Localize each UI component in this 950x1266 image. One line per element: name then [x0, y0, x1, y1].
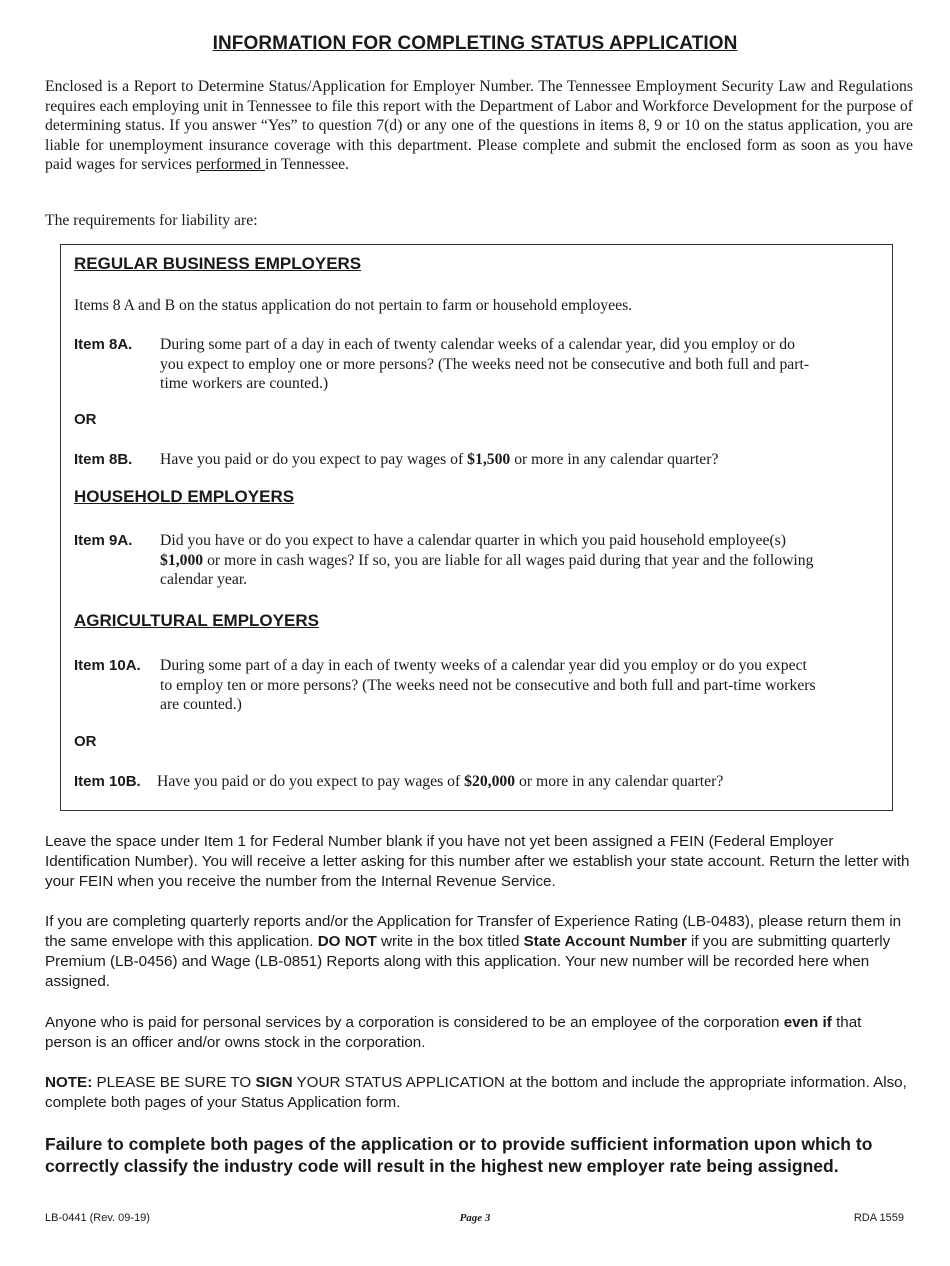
item-10b-pre: Have you paid or do you expect to pay wages of	[157, 773, 465, 790]
intro-paragraph	[45, 77, 913, 175]
regular-employers-heading: REGULAR BUSINESS EMPLOYERS	[74, 254, 362, 273]
sign-emphasis: SIGN	[255, 1074, 293, 1091]
failure-warning: Failure to complete both pages of the application or to provide sufficient information upon which to correctly classify the industry code will result in the highest new employer rate being assigned.	[45, 1134, 873, 1176]
item-8a-text: During some part of a day in each of twenty calendar weeks of a calendar year, did you employ or do you expect to employ one or more persons? (The weeks need not be consecutive and both full and part-time workers are counted.)	[160, 336, 810, 393]
item-10b-post: or more in any calendar quarter?	[515, 773, 724, 790]
page-title: INFORMATION FOR COMPLETING STATUS APPLICATION	[212, 33, 738, 54]
item-8a-label: Item 8A.	[74, 336, 133, 353]
state-account-number-emphasis: State Account Number	[523, 933, 687, 950]
page-number: Page 3	[459, 1212, 491, 1224]
item-10b-text	[157, 772, 877, 792]
item-10a-text: During some part of a day in each of twenty weeks of a calendar year did you employ or do you expect to employ ten or more persons? (The weeks need not be consecutive and both full and part-time workers are counted.)	[160, 657, 816, 714]
even-if-emphasis: even if	[783, 1014, 832, 1031]
item-9a-text	[160, 531, 820, 590]
item-8b-label: Item 8B.	[74, 451, 133, 468]
corporation-paragraph	[45, 1013, 911, 1053]
items-8-note: Items 8 A and B on the status application do not pertain to farm or household employees.	[74, 297, 633, 314]
intro-tail: in Tennessee.	[264, 156, 349, 174]
or-separator-10: OR	[74, 733, 97, 750]
note-text-b: PLEASE BE SURE TO	[92, 1074, 256, 1091]
item-8b-text	[160, 450, 860, 470]
item-10b-amount: $20,000	[464, 773, 516, 790]
note-text-d: YOUR STATUS APPLICATION at the bottom and include the appropriate information. Also, complete both pages of your Status Application form.	[45, 1074, 907, 1111]
note-paragraph	[45, 1073, 911, 1113]
item-10a-label: Item 10A.	[74, 657, 141, 674]
do-not-emphasis: DO NOT	[317, 933, 377, 950]
intro-text: Enclosed is a Report to Determine Status/Application for Employer Number. The Tennessee Employment Security Law and Regulations requires each employing unit in Tennessee to file this report with the Department of Labor and Workforce Development for the purpose of determining status. If you answer “Yes” to question 7(d) or any one of the questions in items 8, 9 or 10 on the status application, you are liable for unemployment insurance coverage with this department. Please complete and submit the enclosed form as soon as you have paid wages for services	[45, 78, 913, 174]
household-employers-heading: HOUSEHOLD EMPLOYERS	[74, 487, 295, 506]
rda-number: RDA 1559	[853, 1212, 904, 1224]
quarterly-text-e: if you are submitting quarterly Premium (LB-0456) and Wage (LB-0851) Reports along with this application. Your new number will be recorded here when assigned.	[45, 933, 891, 990]
fein-paragraph: Leave the space under Item 1 for Federal Number blank if you have not yet been assigned a FEIN (Federal Employer Identification Number). You will receive a letter asking for this number after we establish your state account. Return the letter with your FEIN when you receive the number from the Internal Revenue Service.	[45, 833, 910, 890]
or-separator-8: OR	[74, 411, 97, 428]
quarterly-text-c: write in the box titled	[376, 933, 524, 950]
intro-underlined: performed	[195, 156, 265, 174]
item-9a-pre: Did you have or do you expect to have a calendar quarter in which you paid household employee(s)	[160, 532, 786, 549]
item-9a-amount: $1,000	[160, 551, 204, 569]
item-8b-amount: $1,500	[467, 451, 511, 468]
liability-requirements-box	[60, 244, 893, 811]
note-label: NOTE:	[45, 1074, 93, 1091]
item-8b-post: or more in any calendar quarter?	[510, 451, 719, 468]
quarterly-text-a: If you are completing quarterly reports and/or the Application for Transfer of Experience Rating (LB-0483), please return them in the same envelope with this application.	[45, 913, 902, 950]
item-8b-pre: Have you paid or do you expect to pay wages of	[160, 451, 468, 468]
form-id: LB-0441 (Rev. 09-19)	[45, 1212, 150, 1224]
quarterly-paragraph	[45, 912, 911, 992]
item-10b-label: Item 10B.	[74, 773, 141, 790]
requirements-label: The requirements for liability are:	[45, 212, 258, 229]
agricultural-employers-heading: AGRICULTURAL EMPLOYERS	[74, 611, 319, 630]
item-9a-post: or more in cash wages? If so, you are liable for all wages paid during that year and the following calendar year.	[160, 551, 814, 589]
item-9a-label: Item 9A.	[74, 532, 133, 549]
corporation-text-a: Anyone who is paid for personal services by a corporation is considered to be an employee of the corporation	[45, 1014, 784, 1031]
corporation-text-c: that person is an officer and/or owns stock in the corporation.	[45, 1014, 862, 1051]
